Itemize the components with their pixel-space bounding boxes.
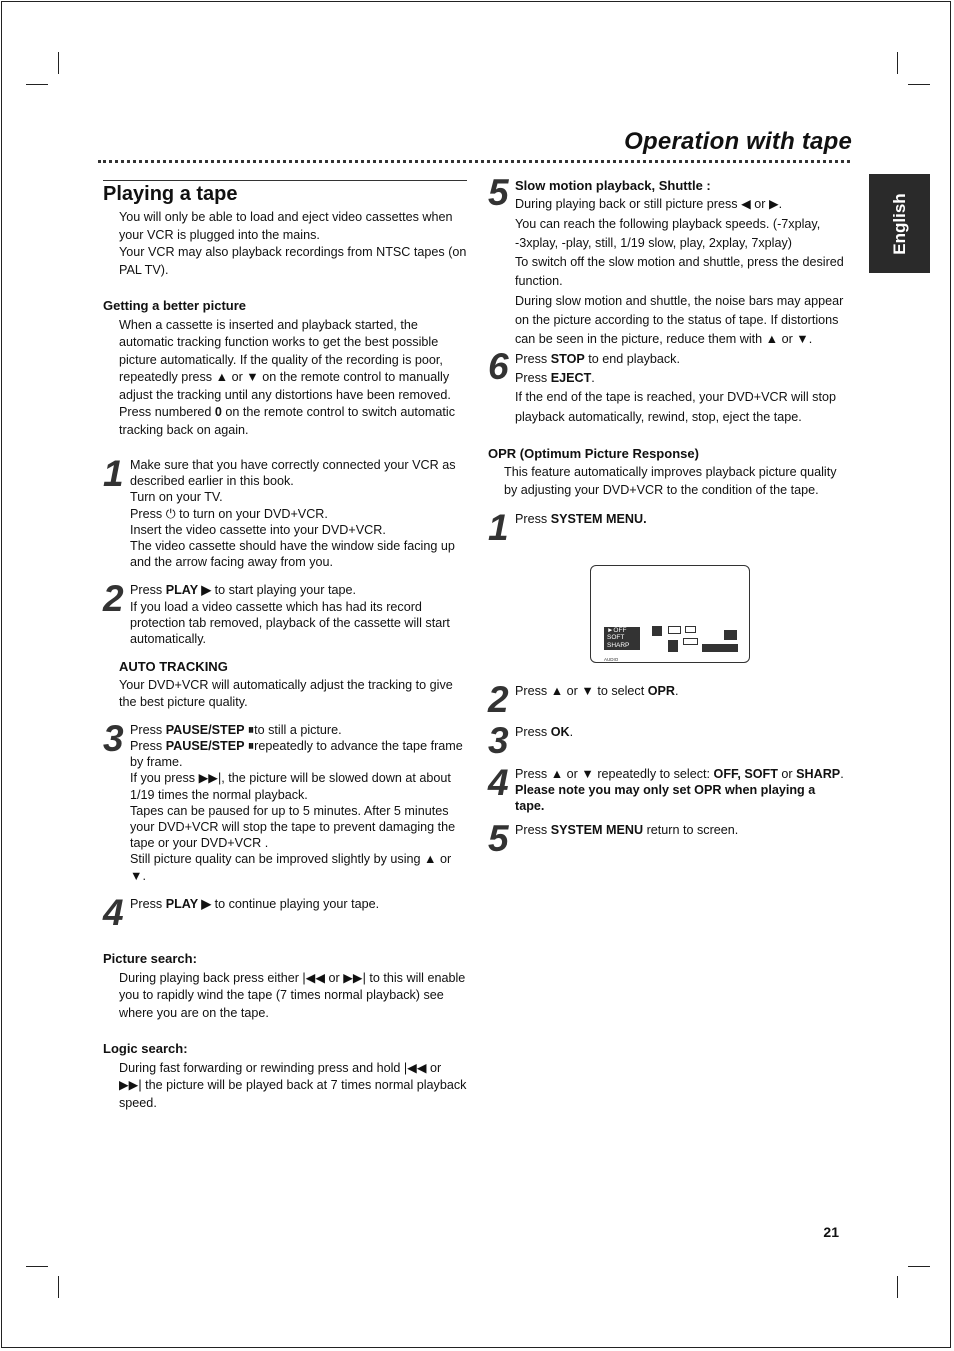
intro xyxy=(103,209,467,279)
opr-step-1 xyxy=(488,507,848,549)
crop-mark xyxy=(908,84,930,85)
crop-mark xyxy=(58,1276,59,1298)
step-number: 3 xyxy=(488,720,509,762)
subheading: AUTO TRACKING xyxy=(119,659,228,675)
crop-mark xyxy=(897,52,898,74)
step-3 xyxy=(103,717,467,884)
osd-icon xyxy=(683,638,698,645)
subheading: Logic search: xyxy=(103,1041,188,1057)
step-line: Press PAUSE/STEP ⏸repeatedly to advance the tape frame by frame. xyxy=(130,739,463,770)
step-number: 5 xyxy=(488,818,509,860)
step-4 xyxy=(103,891,467,933)
step-line: Insert the video cassette into your DVD+VCR. xyxy=(130,522,386,537)
language-tab xyxy=(869,174,930,273)
step-line: Press ⏻ to turn on your DVD+VCR. xyxy=(130,506,328,521)
opr-step-4 xyxy=(488,761,848,815)
osd-icon xyxy=(652,626,662,636)
crop-mark xyxy=(58,52,59,74)
osd-audio-label: AUDIO xyxy=(604,656,619,662)
paragraph: During playing back press either |◀◀ or ▶▶| to this will enable you to rapidly wind the tape (7 times normal playback) see where you are on the tape. xyxy=(119,970,466,1020)
step-line: Press PLAY ▶ to continue playing your tape. xyxy=(130,896,380,911)
step-line: You can reach the following playback speeds. (-7xplay, -3xplay, -play, still, 1/19 slow, play, 2xplay, 7xplay) xyxy=(515,216,821,250)
opr-step-5 xyxy=(488,818,848,860)
left-column xyxy=(103,180,467,1112)
osd-icon xyxy=(724,630,737,640)
step-2 xyxy=(103,578,467,647)
step-number: 1 xyxy=(103,453,124,494)
intro-paragraph: You will only be able to load and eject video cassettes when your VCR is plugged into the mains. xyxy=(119,210,453,242)
step-number: 6 xyxy=(488,345,509,387)
step-line: Press PAUSE/STEP ⏸to still a picture. xyxy=(130,722,342,737)
step-line: Press ▲ or ▼ to select OPR. xyxy=(515,683,679,698)
step-line: Turn on your TV. xyxy=(130,490,223,505)
step-5 xyxy=(488,172,848,350)
step-line: The video cassette should have the window side facing up and the arrow facing away from you. xyxy=(130,539,455,570)
step-line: To switch off the slow motion and shuttle, press the desired function. xyxy=(515,255,844,289)
crop-mark xyxy=(26,84,48,85)
step-line: Press PLAY ▶ to start playing your tape. xyxy=(130,583,357,598)
step-number: 4 xyxy=(488,761,509,803)
header-dotted-rule xyxy=(98,160,850,163)
step-line: Still picture quality can be improved slightly by using ▲ or ▼. xyxy=(130,852,452,883)
osd-opr-menu: ►OFF SOFT SHARP xyxy=(604,627,640,650)
step-line: Press ▲ or ▼ repeatedly to select: OFF, SOFT or SHARP. xyxy=(515,766,844,781)
language-tab-label: English xyxy=(889,192,909,255)
paragraph: During fast forwarding or rewinding press and hold |◀◀ or ▶▶| the picture will be played back at 7 times normal playback speed. xyxy=(119,1060,467,1110)
step-line: If you load a video cassette which has had its record protection tab removed, playback of the cassette will start automatically. xyxy=(130,599,450,647)
step-line: Make sure that you have correctly connected your VCR as described earlier in this book. xyxy=(130,458,456,489)
step-line: During slow motion and shuttle, the noise bars may appear on the picture according to the status of tape. If distortions can be seen in the picture, reduce them with ▲ or ▼. xyxy=(515,293,844,347)
better-picture-text xyxy=(103,317,467,440)
step-1 xyxy=(103,453,467,570)
step-number: 5 xyxy=(488,172,509,213)
step-number: 2 xyxy=(488,678,509,720)
step-heading: Slow motion playback, Shuttle : xyxy=(515,178,711,193)
crop-mark xyxy=(908,1266,930,1267)
paragraph: Your DVD+VCR will automatically adjust the tracking to give the best picture quality. xyxy=(119,678,453,709)
auto-tracking xyxy=(103,659,467,710)
step-line: Tapes can be paused for up to 5 minutes. After 5 minutes your DVD+VCR will stop the tape to prevent damaging the tape or your DVD+VCR . xyxy=(130,803,456,851)
subheading: OPR (Optimum Picture Response) xyxy=(488,445,699,461)
paragraph: Press numbered 0 on the remote control to switch automatic tracking back on again. xyxy=(119,405,456,437)
paragraph: When a cassette is inserted and playback started, the automatic tracking function works to get the best possible picture automatically. If the quality of the recording is poor, repeatedly press ▲ or ▼ on the remote control to manually adjust the tracking until any distortions have been removed. xyxy=(119,317,451,402)
page-number: 21 xyxy=(823,1224,839,1240)
step-line: Press SYSTEM MENU return to screen. xyxy=(515,823,739,838)
step-line: If the end of the tape is reached, your DVD+VCR will stop playback automatically, rewind, stop, eject the tape. xyxy=(515,390,836,424)
page-header-title: Operation with tape xyxy=(624,128,852,155)
intro-paragraph: Your VCR may also playback recordings from NTSC tapes (on PAL TV). xyxy=(119,245,467,277)
step-line: During playing back or still picture press ◀ or ▶. xyxy=(515,197,783,212)
paragraph: This feature automatically improves playback picture quality by adjusting your DVD+VCR to the condition of the tape. xyxy=(504,465,837,497)
step-6 xyxy=(488,345,848,427)
osd-icon xyxy=(668,626,681,634)
step-line: Press SYSTEM MENU. xyxy=(515,512,647,527)
subheading: Picture search: xyxy=(103,951,197,967)
step-number: 1 xyxy=(488,507,509,549)
osd-icon xyxy=(668,640,678,652)
subheading: Getting a better picture xyxy=(103,298,247,313)
crop-mark xyxy=(897,1276,898,1298)
osd-menu-illustration xyxy=(590,565,750,663)
opr-step-3 xyxy=(488,720,848,762)
step-line: Press OK. xyxy=(515,725,574,740)
step-number: 3 xyxy=(103,717,124,759)
step-number: 2 xyxy=(103,578,124,620)
right-column xyxy=(488,172,848,860)
osd-icon xyxy=(702,644,738,652)
step-note: Please note you may only set OPR when playing a tape. xyxy=(515,783,816,814)
crop-mark xyxy=(26,1266,48,1267)
step-number: 4 xyxy=(103,891,124,933)
step-line: Press STOP to end playback. xyxy=(515,351,680,366)
step-line: If you press ▶▶|, the picture will be slowed down at about 1/19 times the normal playback. xyxy=(130,771,451,802)
osd-icon xyxy=(685,626,696,633)
step-line: Press EJECT. xyxy=(515,370,595,385)
section-title: Playing a tape xyxy=(103,180,467,205)
opr-step-2 xyxy=(488,678,848,720)
